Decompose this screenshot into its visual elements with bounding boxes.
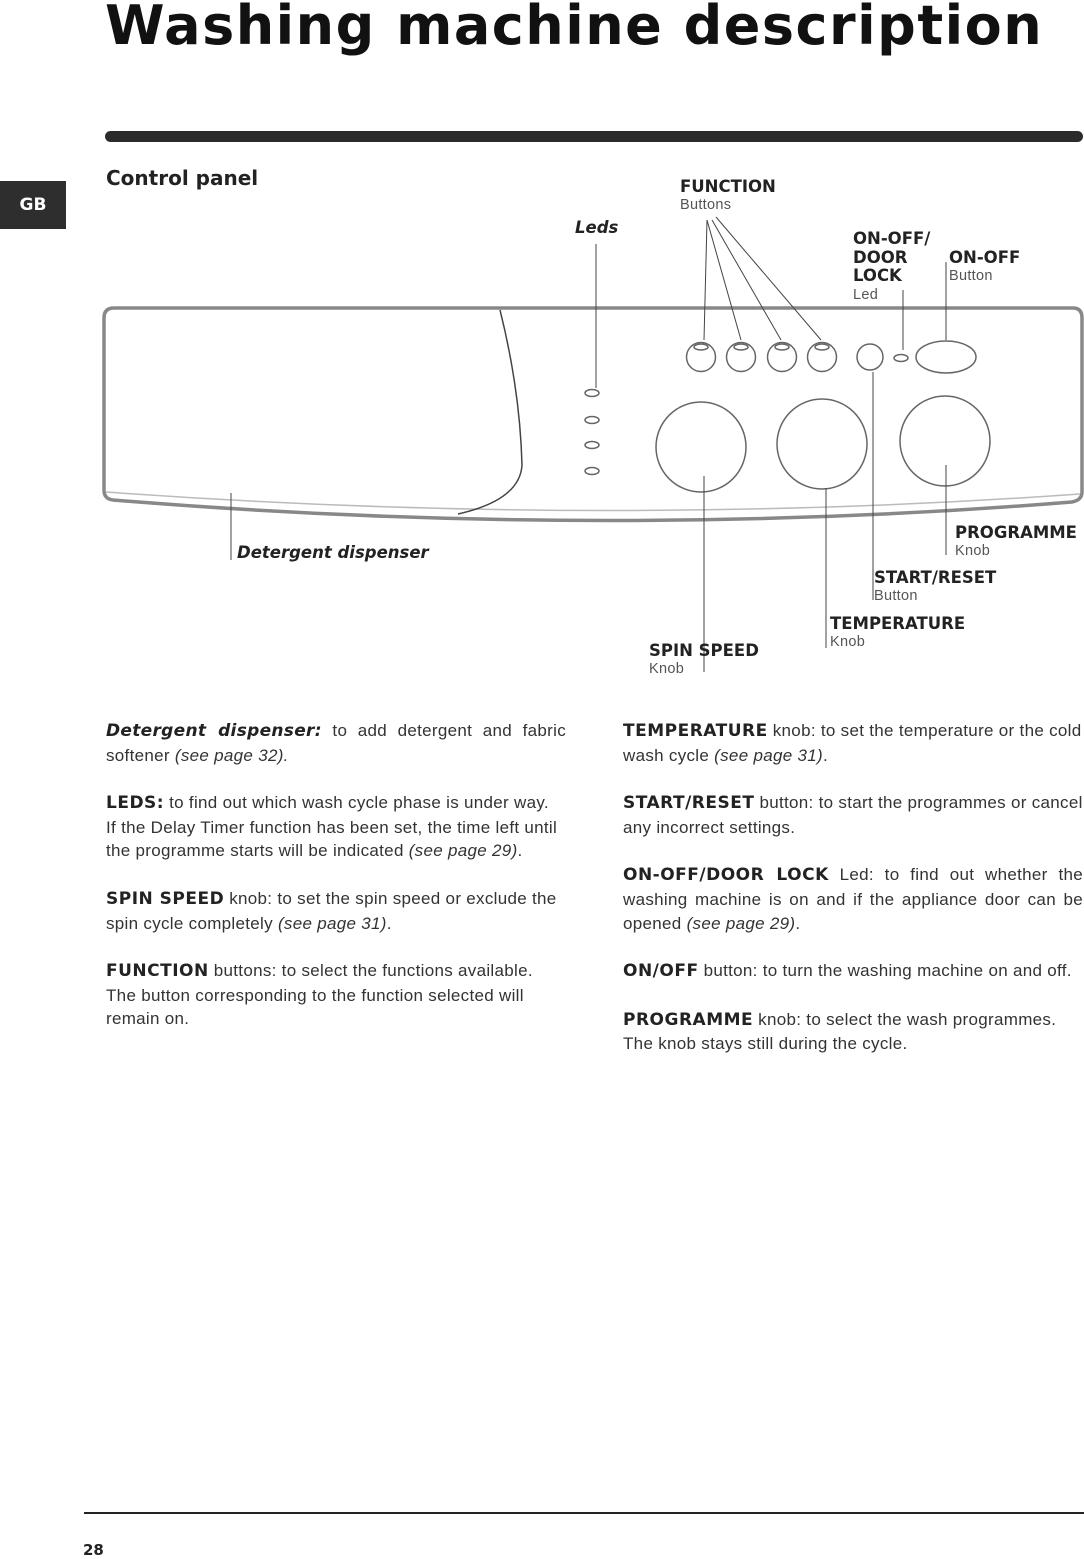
dispenser-drawer-edge <box>458 310 522 514</box>
led-indicator <box>585 390 599 397</box>
onoff-title: ON-OFF <box>949 248 1021 267</box>
temperature-text: knob: to set the temperature or the cold wash cycle <box>623 721 1082 765</box>
leds-label: Leds <box>575 218 619 237</box>
door-lock-term: ON-OFF/DOOR LOCK <box>623 865 829 886</box>
programme-description <box>623 1008 1083 1056</box>
function-sub: Buttons <box>680 197 732 213</box>
panel-outline <box>104 308 1082 521</box>
spin-speed-knob-label <box>649 641 759 679</box>
page-title: Washing machine description <box>105 0 1044 57</box>
spin-end: . <box>386 913 392 933</box>
leds-term: LEDS: <box>106 793 165 814</box>
spin-speed-title: SPIN SPEED <box>649 641 759 660</box>
onoff-sub: Button <box>949 268 993 284</box>
programme-knob-label <box>955 523 1077 561</box>
door-lock-text: Led: to find out whether the washing machine is on and if the appliance door can be opened <box>623 865 1083 933</box>
descriptions-left-column <box>106 719 566 1055</box>
temperature-knob <box>777 399 867 489</box>
function-description <box>106 959 566 1031</box>
on-off-button <box>916 341 976 373</box>
detergent-ref: (see page 32). <box>174 745 289 765</box>
spin-speed-knob <box>656 402 746 492</box>
function-term: FUNCTION <box>106 961 209 982</box>
panel-inner-edge <box>106 492 1080 511</box>
control-panel-heading: Control panel <box>106 166 259 190</box>
descriptions-right-column <box>623 719 1083 1080</box>
leds-text: to find out which wash cycle phase is under way. <box>164 793 549 813</box>
start-reset-text: button: to start the programmes or cancel any incorrect settings. <box>623 793 1083 837</box>
door-lock-end: . <box>795 913 801 933</box>
led-indicator <box>585 468 599 475</box>
door-lock-description <box>623 863 1083 935</box>
temperature-knob-label <box>830 614 965 652</box>
led-indicator <box>585 417 599 424</box>
spin-description <box>106 887 566 935</box>
start-reset-title: START/RESET <box>874 568 997 587</box>
spin-speed-sub: Knob <box>649 661 685 677</box>
detergent-term: Detergent dispenser: <box>106 721 322 741</box>
door-lock-sub: Led <box>853 286 879 303</box>
programme-title: PROGRAMME <box>955 523 1077 542</box>
spin-text: knob: to set the spin speed or exclude the spin cycle completely <box>106 888 557 933</box>
door-lock-ref: (see page 29) <box>686 913 796 933</box>
programme-knob <box>900 396 990 486</box>
start-reset-button <box>857 344 883 370</box>
door-lock-line2: DOOR <box>853 247 908 267</box>
door-lock-led-label <box>853 230 930 304</box>
page-number: 28 <box>83 1541 104 1559</box>
leds-end: . <box>517 841 523 861</box>
temperature-end: . <box>822 745 829 765</box>
start-reset-sub: Button <box>874 588 918 604</box>
temperature-ref: (see page 31) <box>714 745 823 765</box>
leds-description <box>106 791 566 863</box>
on-off-button-label <box>949 248 1020 286</box>
detergent-text: to add detergent and fabric softener <box>106 721 566 765</box>
leds-text2: If the Delay Timer function has been set, the time left until the programme starts will be indicated <box>106 817 558 861</box>
start-reset-term: START/RESET <box>623 793 755 814</box>
leds-ref: (see page 29) <box>408 841 518 861</box>
onoff-description <box>623 959 1083 984</box>
detergent-description <box>106 719 566 767</box>
temperature-description <box>623 719 1083 767</box>
temperature-sub: Knob <box>830 634 866 650</box>
spin-ref: (see page 31) <box>277 913 387 933</box>
door-lock-led <box>894 355 908 362</box>
spin-term: SPIN SPEED <box>106 888 225 909</box>
function-title: FUNCTION <box>680 177 776 196</box>
language-tab: GB <box>0 181 66 229</box>
door-lock-line3: LOCK <box>853 266 902 285</box>
function-text: buttons: to select the functions available. The button corresponding to the function selected will remain on. <box>106 961 533 1029</box>
footer-rule <box>84 1512 1084 1514</box>
programme-text: knob: to select the wash programmes. The knob stays still during the cycle. <box>623 1009 1057 1054</box>
detergent-dispenser-label: Detergent dispenser <box>237 543 429 562</box>
onoff-text: button: to turn the washing machine on and off. <box>698 961 1072 981</box>
temperature-title: TEMPERATURE <box>830 614 966 633</box>
function-buttons-label <box>680 177 776 215</box>
temperature-term: TEMPERATURE <box>623 721 768 741</box>
door-lock-line1: ON-OFF/ <box>853 229 931 248</box>
programme-sub: Knob <box>955 543 991 559</box>
programme-term: PROGRAMME <box>623 1009 754 1030</box>
start-reset-description <box>623 791 1083 839</box>
led-indicator <box>585 442 599 449</box>
start-reset-button-label <box>874 568 996 606</box>
onoff-term: ON/OFF <box>623 961 699 982</box>
